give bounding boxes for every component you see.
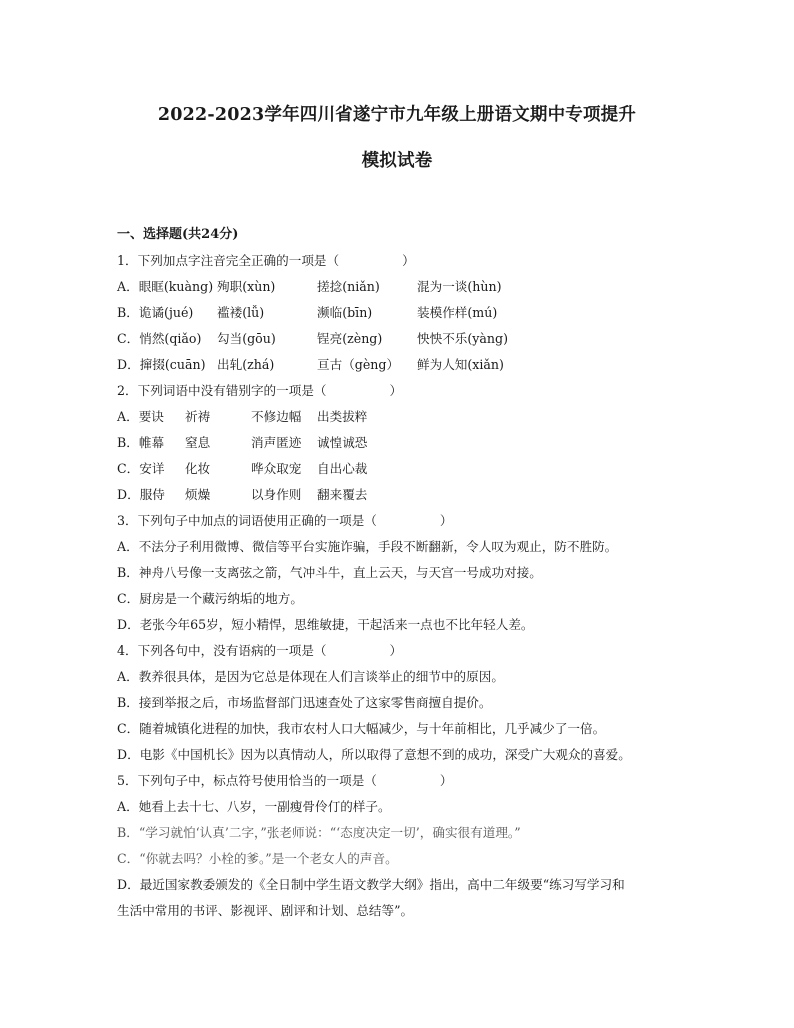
option-item: D．服侍 xyxy=(117,487,165,502)
question-3-option-c: C．厨房是一个藏污纳垢的地方。 xyxy=(117,591,303,606)
question-5-option-d-line-1: D．最近国家教委颁发的《全日制中学生语文教学大纲》指出，高中二年级要“练习写学习和 xyxy=(117,877,625,892)
question-2-option-c xyxy=(117,456,707,482)
question-3-option-d: D．老张今年65岁，短小精悍，思维敏捷，干起活来一点也不比年轻人差。 xyxy=(117,617,534,632)
option-item: 殉职(xùn) xyxy=(217,279,276,294)
question-4-stem: 4．下列各句中，没有语病的一项是（ ） xyxy=(117,643,403,658)
option-item: 搓捻(niǎn) xyxy=(317,279,380,294)
option-item: 锃亮(zèng) xyxy=(317,331,383,346)
option-item: B．帷幕 xyxy=(117,435,165,450)
exam-content xyxy=(117,222,707,924)
question-1-option-b xyxy=(117,300,707,326)
exam-title-line-1: 2022-2023学年四川省遂宁市九年级上册语文期中专项提升 xyxy=(157,105,637,125)
option-item: 出类拔粹 xyxy=(317,409,368,424)
question-4-option-d: D．电影《中国机长》因为以真情动人，所以取得了意想不到的成功，深受广大观众的喜爱。 xyxy=(117,747,631,762)
question-3-option-a: A．不法分子利用微博、微信等平台实施诈骗，手段不断翻新，令人叹为观止，防不胜防。 xyxy=(117,539,618,554)
option-item: 亘古（gèng） xyxy=(317,357,400,372)
option-item: 出轧(zhá) xyxy=(217,357,275,372)
option-item: A．要诀 xyxy=(117,409,164,424)
option-item: 濒临(bīn) xyxy=(317,305,373,320)
option-item: 混为一谈(hùn) xyxy=(417,279,502,294)
option-item: 鲜为人知(xiǎn) xyxy=(417,357,504,372)
question-1-option-c xyxy=(117,326,707,352)
question-2-option-d xyxy=(117,482,707,508)
option-item: 勾当(gōu) xyxy=(217,331,276,346)
question-5-option-b: B．“学习就怕‘认真’二字，”张老师说：“‘态度决定一切’，确实很有道理。” xyxy=(117,825,521,840)
question-2-option-a xyxy=(117,404,707,430)
option-item: 消声匿迹 xyxy=(251,435,302,450)
option-item: 哗众取宠 xyxy=(251,461,302,476)
option-item: 不修边幅 xyxy=(251,409,302,424)
question-5-stem: 5．下列句子中，标点符号使用恰当的一项是（ ） xyxy=(117,773,453,788)
option-item: C．安详 xyxy=(117,461,165,476)
option-item: 化妆 xyxy=(185,461,211,476)
question-5-option-a: A．她看上去十七、八岁，一副瘦骨伶仃的样子。 xyxy=(117,799,391,814)
question-4-option-a: A．教养很具体，是因为它总是体现在人们言谈举止的细节中的原因。 xyxy=(117,669,504,684)
exam-title-line-2: 模拟试卷 xyxy=(361,151,433,171)
question-5-option-d-line-2: 生活中常用的书评、影视评、剧评和计划、总结等”。 xyxy=(117,903,414,918)
option-item: B．诡谲(jué) xyxy=(117,305,194,320)
option-item: C．悄然(qiǎo) xyxy=(117,331,202,346)
option-item: A．眼眶(kuàng) xyxy=(117,279,214,294)
option-item: 以身作则 xyxy=(251,487,302,502)
question-4-option-c: C．随着城镇化进程的加快，我市农村人口大幅减少，与十年前相比，几乎减少了一倍。 xyxy=(117,721,606,736)
question-1-option-d xyxy=(117,352,707,378)
option-item: 褴褛(lǚ) xyxy=(217,305,265,320)
question-4-option-b: B．接到举报之后，市场监督部门迅速查处了这家零售商擅自提价。 xyxy=(117,695,492,710)
question-2-option-b xyxy=(117,430,707,456)
question-3-option-b: B．神舟八号像一支离弦之箭，气冲斗牛，直上云天，与天宫一号成功对接。 xyxy=(117,565,542,580)
option-item: 诚惶诚恐 xyxy=(317,435,368,450)
option-item: 翻来覆去 xyxy=(317,487,368,502)
question-2-stem: 2．下列词语中没有错别字的一项是（ ） xyxy=(117,383,403,398)
question-1-option-a xyxy=(117,274,707,300)
question-1-stem: 1．下列加点字注音完全正确的一项是（ ） xyxy=(117,253,415,268)
question-3-stem: 3．下列句子中加点的词语使用正确的一项是（ ） xyxy=(117,513,453,528)
option-item: 烦燥 xyxy=(185,487,211,502)
option-item: 装模作样(mú) xyxy=(417,305,498,320)
option-item: D．撺掇(cuān) xyxy=(117,357,206,372)
question-5-option-c: C．“你就去吗？小栓的爹。”是一个老女人的声音。 xyxy=(117,851,398,866)
option-item: 自出心裁 xyxy=(317,461,368,476)
option-item: 怏怏不乐(yàng) xyxy=(417,331,508,346)
section-heading: 一、选择题(共24分) xyxy=(117,227,239,242)
option-item: 窒息 xyxy=(185,435,211,450)
option-item: 祈祷 xyxy=(185,409,211,424)
